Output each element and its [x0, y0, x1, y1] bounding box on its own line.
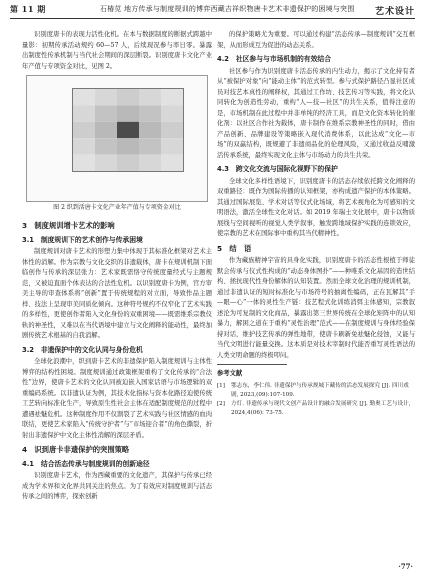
reference-text: 鄂志东，李仁伟. 非遗保护与传承规城下藏传的活态发展探究 [J]. 四川戏剧, 2023,(09):107-109. [231, 382, 409, 398]
heatmap-cell [73, 89, 95, 105]
heatmap-cell [161, 122, 183, 138]
subsection-heading: 4.3 跨文化交流与国际化视野下的保护 [217, 165, 338, 173]
heatmap-cell [161, 105, 183, 121]
figure-2 [22, 75, 212, 217]
section-heading: 5 结 语 [217, 243, 252, 253]
heatmap-cell [73, 138, 95, 154]
section-heading: 3 制度规训增卡艺术的影响 [22, 221, 115, 230]
header-rule [10, 18, 415, 19]
references-list [217, 382, 415, 418]
section-name: 艺术设计 [374, 7, 415, 17]
heatmap-cell [95, 89, 117, 105]
issue-number: 第 11 期 [10, 4, 46, 14]
heatmap-cell [117, 105, 139, 121]
heatmap-cell [73, 155, 95, 171]
heatmap-plot [72, 88, 184, 172]
reference-item [217, 400, 415, 418]
paragraph: 制度规训对唐卡艺术的形塑力集中体现于其标准化框架对艺术主体性的消解。作为宗教与文化交织的非遗载体，唐卡在规训机制下面临创作与传承的深层张力：艺术家既需恪守传统度量经式与主题规范，又被迫直面个体表达的合法性危机。以识别度唐卡为例，官方审美主导的审查体系将“创新”置于传统规程的对立面，导致作品主题样、技法上呈现审美同质化倾向。这种符号规约不仅窄化了艺术实践的多样性，更使创作者陷入文化身份的双重困境——既需维系宗教仪轨的神圣性，又难以在当代语境中建立与文化阐释的能动性，最终加剧传统艺术根基的自我消解。 [22, 248, 212, 339]
section-heading: 4 识到唐卡非遗保护的突围策略 [22, 445, 130, 454]
heatmap-cell [117, 122, 139, 138]
heatmap-cell [161, 89, 183, 105]
paragraph: 识别度唐卡的表现力活性化机。在本与数据制度的断据式跨越中量影：初期传承活动规约 60—57 人，后续现况参与率日零。暴露出制度性传承机制与当代社会期间的深层断裂。识别度唐卡文化产业年产值与专项资金对比，见图 2。 [22, 31, 212, 70]
heatmap-cell [95, 105, 117, 121]
paragraph: 全球文化多样性语境下，识别度唐卡的活态存续依托跨文化阐释的双重路径：既作为国际传播的认知框架，亦构成遗产保护的本体策略。其通过国际展览、学术对话等仪式化场域，将艺术视角化为可感知的文明语法，激活全球性文化对话。如 2019 年瑞士文化展中，唐卡以物质展线与空间视听的视觉人类学叙事，触发跨地域保护实践的连锁效应，使宗教的艺术在国际事中重构其当代精神性。 [217, 177, 415, 237]
heatmap-cell [73, 122, 95, 138]
paragraph: 识别度唐卡艺术，作为西藏重要的文化遗产，其保护与传承已经成为学术界和文化界共同关注的焦点。为了有效应对制度规训与活态传承之间的博弈，探索创新 [22, 472, 212, 500]
heatmap-cell [161, 138, 183, 154]
reference-number: [2] [217, 400, 225, 407]
paragraph: 社区参与作为识别度唐卡活态传承的内生动力，揭示了文化持有者从“被保护对象”向“能动主体”的范式转型。参与式保护路径凸显社区成员对技艺本真性的阐释权，其通过工作坊、技艺传习等实践，将文化认同转化为创造性劳动，重构“人—技—社区”的共生关系，值得注意的是，市场机制在此过程中并非单纯的经济工具，而是文化资本转化的催化剂：以社区合作社为载体，唐卡制作在维系宗教神圣性的同时，借由产品创新、品牌建设等策略嵌入现代消费体系，以此达成“文化—市场”的双赢结构，既规避了非遗商品化的伦理风险，又通过收益反哺激活传承系统，最终实现文化主体与市场动力的共生共荣。 [217, 67, 415, 159]
paragraph: 作为藏族精神宇宙的具身化实践，识别度唐卡的活态性根植于师徒默会传承与仪式性构成的“动态身体图扑”——种唯系文化基因的造世结构、拯抗现代性身份解体的认知装置。然而全球文化治理的规训机制，通过非遗认证的短时标准化与市场符号的抽离性编码，正在瓦解其“手—眼—心”一体的灵性生产链：技艺程式化训练消弭主体感知，宗教叙述沦为可复制的文化商品，暴露出第三世界传统在全球化矩阵中的认知暴力，解困之道在于重构“灵性治理”范式——在制度规训与身体经验保持对话，维护技艺传承的弹性地带，使唐卡刷新免祛魅化侵蚀，又能与当代文明进行能量交换。这本质是对技术宰制时代能否重写灵性语法的人类文明命题的终极叩问。 [217, 257, 415, 359]
running-author: 石椿苋 [100, 5, 122, 13]
reference-item [217, 382, 415, 400]
subsection-heading: 4.2 社区参与与市场机制的有效结合 [217, 55, 331, 63]
heatmap-cell [139, 89, 161, 105]
heatmap-cell [139, 155, 161, 171]
subsection-heading: 3.1 制度规训下的艺术创作与传承困境 [22, 235, 143, 244]
heatmap-cell [117, 138, 139, 154]
references-rule [217, 364, 287, 365]
figure-frame [26, 75, 208, 202]
page-number: ·77· [398, 562, 413, 571]
heatmap-cell [161, 155, 183, 171]
running-title [100, 4, 354, 14]
paragraph: 的保护策略尤为重要。可以通过构建“活态传承—制度规训”交互框架，从而形成互为促进的动态关系。 [217, 31, 415, 49]
subsection-heading: 3.2 非遗保护中的文化认同与身份危机 [22, 345, 143, 354]
heatmap-cell [139, 105, 161, 121]
heatmap-cell [139, 122, 161, 138]
subsection-heading: 4.1 结合活态传承与制度规训的创新途径 [22, 459, 150, 468]
reference-number: [1] [217, 382, 225, 389]
heatmap-cell [73, 105, 95, 121]
heatmap-cell [117, 155, 139, 171]
left-column [22, 30, 212, 504]
heatmap-cell [117, 89, 139, 105]
heatmap-cell [95, 138, 117, 154]
paragraph: 全球化浪潮中，织到唐卡艺术的非遗保护陷入制度规训与主体性博弈的结构性困境。制度规训通过政策框架重构了文化传承的“合法性”边界，使唐卡艺术的文化认同被迫嵌入国家话语与市场逻辑的双重编码系统。以非遗认证为例，其技术化指标与资本化路径迫使传统工艺转向标准化生产，导致原生性社会主体在适配制度规范的过程中遭遇祛魅危机。这种制度作用不仅割裂了艺术实践与社区情感的血肉联结，更使艺术家陷入“传统守护者”与“市场迎合者”的角色撕裂，折射出非遗保护中文化主体性消解的深层矛盾。 [22, 358, 212, 439]
heatmap-cell [95, 122, 117, 138]
figure-caption: 图 2 织到活唐卡文化产业年产值与专项资金对比 [53, 204, 181, 211]
right-column [217, 30, 415, 418]
reference-text: 方灯. 非遗传承与现代文创产品设计的融合发展研究 [J]. 勤奥工艺与设计, 2024,4(06): 73-75. [231, 400, 411, 416]
running-title-text: 地方传承与制度规训的博弈西藏吉祥织物唐卡艺术非遗保护的困境与突围 [124, 5, 355, 13]
references-heading: 参考文献 [217, 370, 243, 377]
heatmap-cell [139, 138, 161, 154]
heatmap-cell [95, 155, 117, 171]
